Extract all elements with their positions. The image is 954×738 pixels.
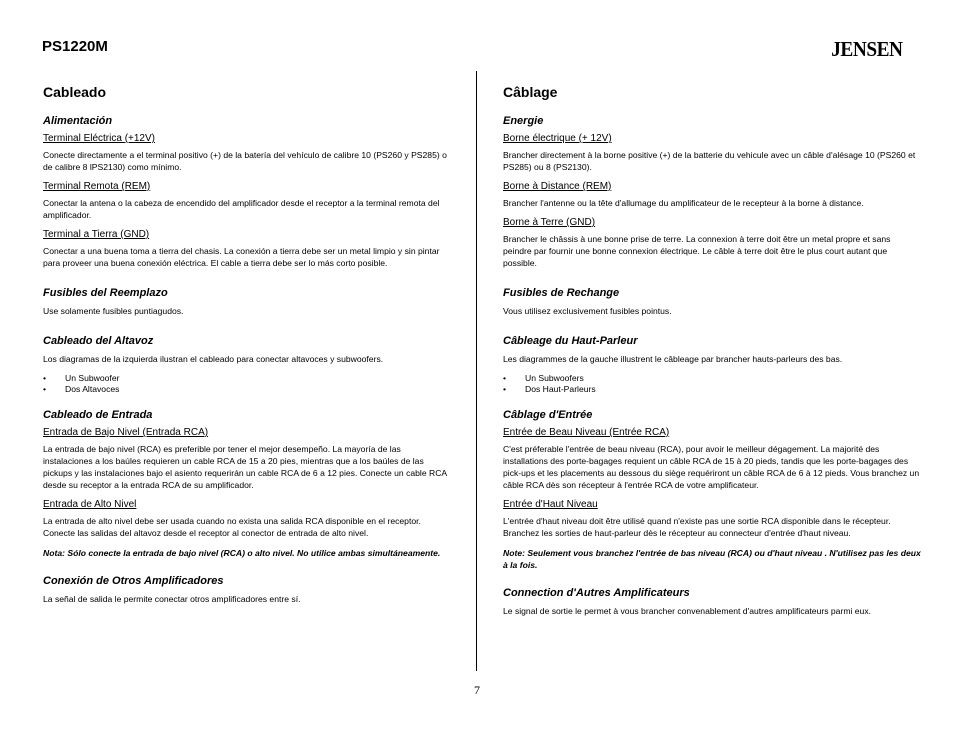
paragraph: Brancher l'antenne ou la tête d'allumage du amplificateur de le recepteur à la borne à distance. (503, 198, 864, 208)
section-heading: Connection d'Autres Amplificateurs (503, 587, 690, 599)
paragraph: Conectar la antena o la cabeza de encendido del amplificador desde el receptor a la terminal remota del amplificador. (43, 198, 440, 220)
paragraph: C'est préferable l'entrée de beau niveau (RCA), pour avoir le meilleur dégagement. La majorité des installations des porte-bagages requient un câble RCA de 15 à 20 pieds, tandis que les porte-bagages des pick-ups et les placements au dessous du siège requériront un câble RCA de 6 à 12 pieds. Vous branchez un câble RCA dès son récepteur à l'entrée RCA de votre amplificateur. (503, 444, 920, 490)
paragraph: Brancher le châssis à une bonne prise de terre. La connexion à terre doit être un metal propre et sans peindre par fournir une bonne connexion électrique. Le câble à terre doit être le plus court autant que possible. (503, 234, 891, 268)
subsection-label: Terminal a Tierra (GND) (43, 229, 150, 240)
list-item: • Dos Haut-Parleurs (503, 384, 921, 395)
section-heading: Câblage d'Entrée (503, 409, 593, 421)
paragraph: Brancher directement à la borne positive (+) de la batterie du vehicule avec un câble d'alésage 10 (PS260 et PS285) ou 8 (PS2130). (503, 150, 916, 172)
paragraph: Vous utilisez exclusivement fusibles pointus. (503, 306, 672, 316)
subsection-label: Entrée d'Haut Niveau (503, 499, 598, 510)
list-item: • Un Subwoofers (503, 373, 921, 384)
subsection-label: Entrada de Bajo Nivel (Entrada RCA) (43, 427, 209, 438)
subsection-label: Borne à Terre (GND) (503, 217, 596, 228)
subsection-label: Borne à Distance (REM) (503, 181, 612, 192)
subsection-label: Terminal Eléctrica (+12V) (43, 133, 155, 144)
section-heading: Cableado de Entrada (43, 409, 153, 421)
paragraph: La entrada de bajo nivel (RCA) es preferible por tener el mejor desempeño. La mayoría de las instalaciones a los baúles requieren un cable RCA de 15 a 20 pies, mientras que a los baúles de las pickups y las instalaciones bajo el asiento requerirán un cable RCA de 6 a 12 pies. Conecte un cable RCA desde su receptor a la entrada RCA de su amplificador. (43, 444, 447, 490)
brand-logo: JENSEN (831, 37, 903, 61)
bullet-list (43, 373, 448, 395)
section-title: Câblage (503, 84, 558, 100)
model-number: PS1220M (42, 38, 108, 55)
section-heading: Fusibles del Reemplazo (43, 287, 168, 299)
section-heading: Cableado del Altavoz (43, 335, 154, 347)
section-title: Cableado (43, 84, 107, 100)
paragraph: Use solamente fusibles puntiagudos. (43, 306, 184, 316)
section-heading: Fusibles de Rechange (503, 287, 620, 299)
paragraph: Los diagramas de la izquierda ilustran el cableado para conectar altavoces y subwoofers. (43, 354, 384, 364)
section-heading: Alimentación (43, 115, 113, 127)
paragraph: La señal de salida le permite conectar otros amplificadores entre sí. (43, 594, 301, 604)
list-item: • Dos Altavoces (43, 384, 448, 395)
bullet-list (503, 373, 921, 395)
note: Note: Seulement vous branchez l'entrée de bas niveau (RCA) ou d'haut niveau . N'utilisez pas les deux à la fois. (503, 548, 921, 570)
paragraph: L'entrée d'haut niveau doit être utilisé quand n'existe pas une sortie RCA disponible dans le récepteur. Branchez les sorties de haut-parleur dès le récepteur au connecteur d'entrée d'haut niveau. (503, 516, 891, 538)
paragraph: Le signal de sortie le permet à vous brancher convenablement d'autres amplificateurs parmi eux. (503, 606, 872, 616)
list-item: • Un Subwoofer (43, 373, 448, 384)
french-column (503, 84, 921, 625)
subsection-label: Entrada de Alto Nivel (43, 499, 137, 510)
page-number: 7 (474, 683, 480, 697)
section-heading: Câbleage du Haut-Parleur (503, 335, 638, 347)
subsection-label: Entrée de Beau Niveau (Entrée RCA) (503, 427, 670, 438)
paragraph: Les diagrammes de la gauche illustrent le câbleage par brancher hauts-parleurs des bas. (503, 354, 843, 364)
paragraph: Conectar a una buena toma a tierra del chasis. La conexión a tierra debe ser un metal limpio y sin pintar para proveer una buena conexión eléctrica. El cable a tierra debe ser lo más corto posible. (43, 246, 440, 268)
paragraph: Conecte directamente a el terminal positivo (+) de la batería del vehículo de calibre 10 (PS260 y PS285) o de calibre 8 lPS2130) como mínimo. (43, 150, 447, 172)
column-divider (476, 71, 477, 671)
paragraph: La entrada de alto nivel debe ser usada cuando no exista una salida RCA disponible en el receptor. Conecte las salidas del altavoz desde el receptor al conector de entrada de alto nivel. (43, 516, 421, 538)
subsection-label: Borne électrique (+ 12V) (503, 133, 612, 144)
subsection-label: Terminal Remota (REM) (43, 181, 151, 192)
section-heading: Conexión de Otros Amplificadores (43, 575, 224, 587)
section-heading: Energie (503, 115, 544, 127)
spanish-column (43, 84, 448, 613)
note: Nota: Sólo conecte la entrada de bajo nivel (RCA) o alto nivel. No utilice ambas simultáneamente. (43, 548, 441, 558)
